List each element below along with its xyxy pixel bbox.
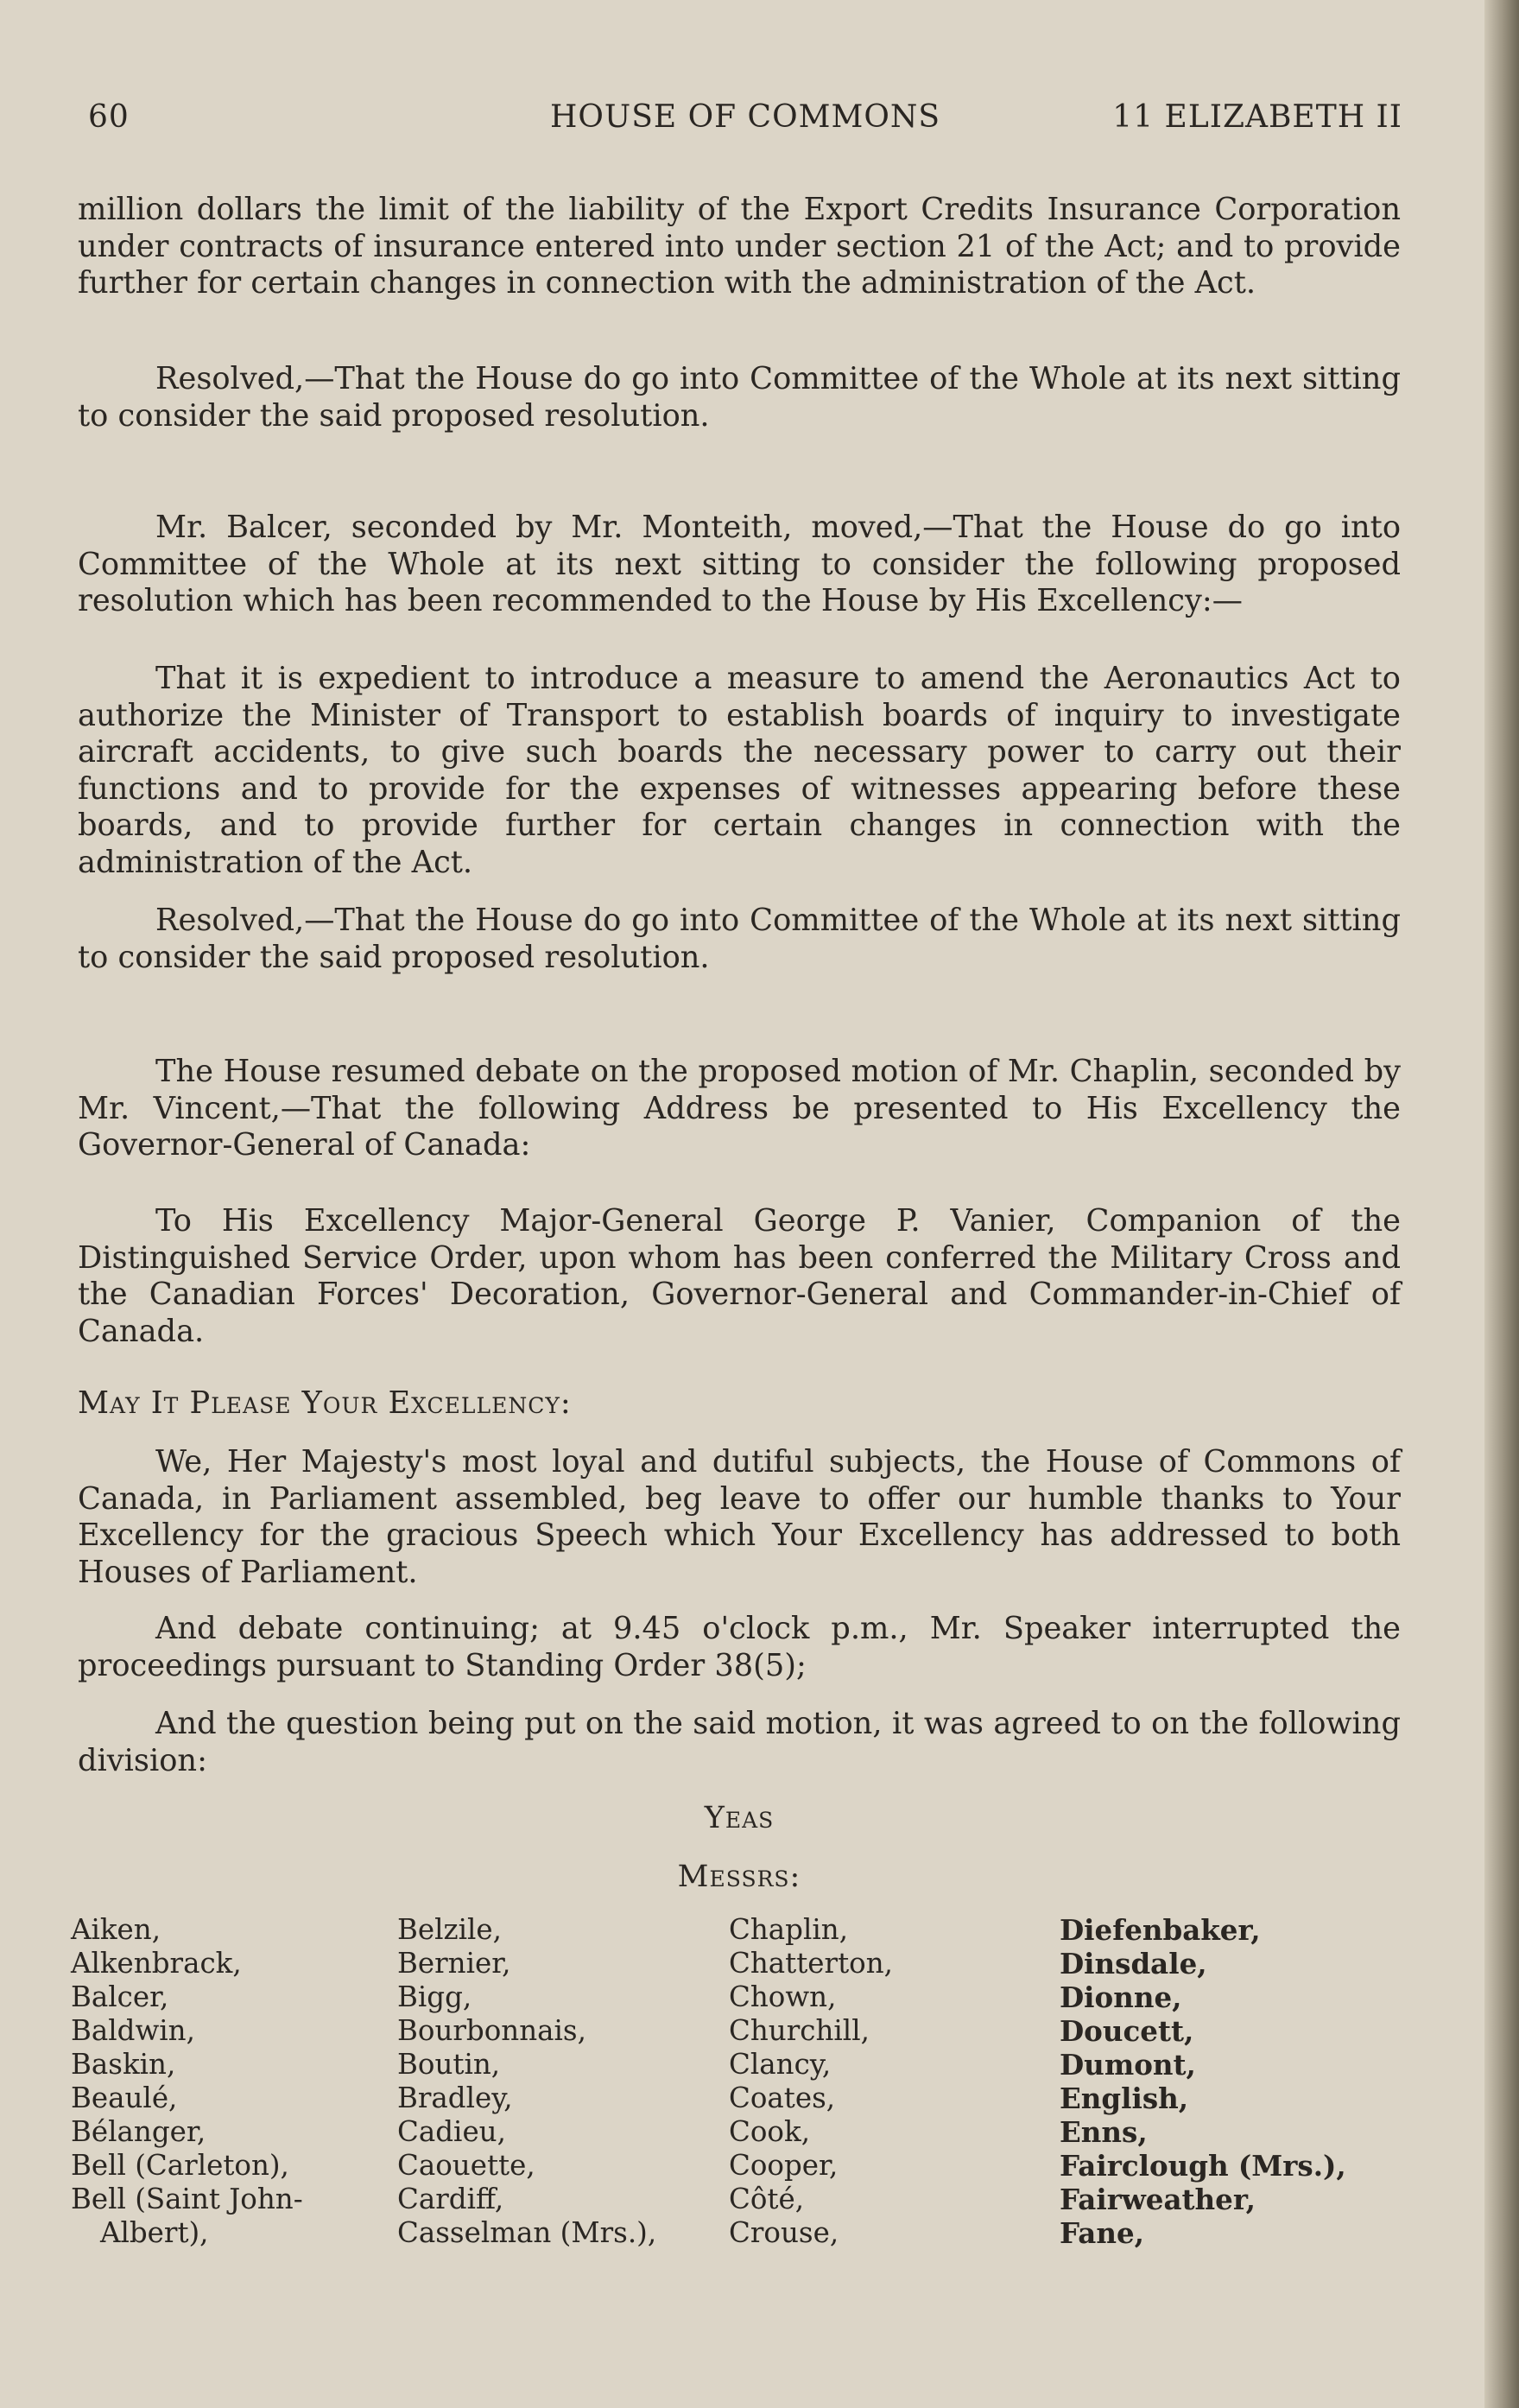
messrs-heading: Messrs: [677, 1860, 801, 1894]
member-name: Dionne, [1060, 1980, 1182, 2014]
paragraph-text: We, Her Majesty's most loyal and dutiful subjects, the House of Commons of Canada, in Parliament assembled, beg leave to offer our humble thanks to Your Excellency for the gracious Speech which Your Excellency has addressed to both Houses of Parliament. [78, 1444, 1401, 1590]
member-name: Clancy, [729, 2048, 832, 2081]
member-name: Bernier, [397, 1947, 511, 1980]
member-name: Coates, [729, 2082, 836, 2114]
member-name: Dumont, [1060, 2048, 1196, 2082]
journal-title: HOUSE OF COMMONS [549, 99, 941, 135]
member-name: Crouse, [729, 2216, 839, 2249]
paragraph-loyal-subjects [78, 1444, 1401, 1591]
book-binding-edge [1484, 0, 1519, 2408]
member-name: Bell (Carleton), [71, 2149, 289, 2182]
name-column-2 [397, 1913, 725, 2250]
paragraph-aeronautics-resolution [78, 661, 1401, 881]
member-name: Fairweather, [1060, 2183, 1256, 2216]
member-name: Boutin, [397, 2048, 501, 2081]
member-name: Bigg, [397, 1980, 472, 2013]
member-name: Cook, [729, 2115, 811, 2148]
paragraph-address-to-governor [78, 1203, 1401, 1350]
paragraph-text: Mr. Balcer, seconded by Mr. Monteith, moved,—That the House do go into Committee of the Whole at its next sitting to consider the following proposed resolution which has been recommended to the House by His Excellency:— [78, 510, 1401, 618]
paragraph-continued-resolution [78, 192, 1401, 302]
member-name: Balcer, [71, 1980, 169, 2013]
member-name: Côté, [729, 2183, 805, 2215]
member-name: Churchill, [729, 2014, 870, 2047]
name-column-4 [1060, 1913, 1388, 2250]
member-name: Alkenbrack, [71, 1947, 242, 1980]
member-name: Baldwin, [71, 2014, 195, 2047]
member-name: Bell (Saint John- [71, 2183, 303, 2215]
member-name: Cardiff, [397, 2183, 504, 2215]
salutation [78, 1385, 1401, 1423]
paragraph-resolved-1 [78, 361, 1401, 434]
member-name: Cooper, [729, 2149, 839, 2182]
paragraph-text: That it is expedient to introduce a measure to amend the Aeronautics Act to authorize the Minister of Transport to establish boards of inquiry to investigate aircraft accidents, to give such boards the necessary power to carry out their functions and to provide for the expenses of witnesses appearing before these boards, and to provide further for certain changes in connection with the administration of the Act. [78, 661, 1401, 880]
member-name: Fairclough (Mrs.), [1060, 2149, 1346, 2183]
paragraph-question-put [78, 1706, 1401, 1779]
name-column-3 [729, 1913, 1057, 2250]
member-name: English, [1060, 2082, 1189, 2115]
member-name: Chown, [729, 1980, 837, 2013]
paragraph-text: million dollars the limit of the liability of the Export Credits Insurance Corporation under contracts of insurance entered into under section 21 of the Act; and to provide further for certain changes in connection with the administration of the Act. [78, 192, 1401, 301]
paragraph-balcer-motion [78, 510, 1401, 620]
member-name: Fane, [1060, 2216, 1144, 2250]
salutation-text: May It Please Your Excellency: [78, 1385, 572, 1421]
member-name: Chatterton, [729, 1947, 893, 1980]
paragraph-text: Resolved,—That the House do go into Committee of the Whole at its next sitting to consider the said proposed resolution. [78, 361, 1401, 434]
member-name: Beaulé, [71, 2082, 178, 2114]
paragraph-debate-continuing [78, 1611, 1401, 1684]
paragraph-text: And the question being put on the said motion, it was agreed to on the following division: [78, 1706, 1401, 1778]
paragraph-resolved-2 [78, 903, 1401, 976]
regnal-year: 11 ELIZABETH II [1112, 99, 1402, 135]
member-name: Bradley, [397, 2082, 513, 2114]
member-name: Enns, [1060, 2115, 1148, 2149]
member-name: Baskin, [71, 2048, 176, 2081]
yeas-heading: Yeas [704, 1801, 775, 1835]
paragraph-text: And debate continuing; at 9.45 o'clock p.m., Mr. Speaker interrupted the proceedings pursuant to Standing Order 38(5); [78, 1611, 1401, 1683]
running-header [88, 99, 1402, 143]
member-name: Chaplin, [729, 1913, 849, 1946]
member-name: Belzile, [397, 1913, 502, 1946]
member-name: Caouette, [397, 2149, 535, 2182]
paragraph-text: The House resumed debate on the proposed motion of Mr. Chaplin, seconded by Mr. Vincent,—That the following Address be presented to His Excellency the Governor-General of Canada: [78, 1054, 1401, 1163]
member-name-continued: Albert), [100, 2216, 209, 2249]
page-number: 60 [88, 99, 130, 135]
member-name: Cadieu, [397, 2115, 506, 2148]
member-name: Bélanger, [71, 2115, 206, 2148]
division-name-list [71, 1913, 1418, 2259]
name-column-1 [71, 1913, 399, 2250]
member-name: Aiken, [71, 1913, 161, 1946]
member-name: Casselman (Mrs.), [397, 2216, 657, 2249]
member-name: Doucett, [1060, 2014, 1194, 2048]
paragraph-text: Resolved,—That the House do go into Committee of the Whole at its next sitting to consider the said proposed resolution. [78, 903, 1401, 975]
member-name: Diefenbaker, [1060, 1913, 1261, 1947]
paragraph-debate-resumed [78, 1054, 1401, 1164]
paragraph-text: To His Excellency Major-General George P. Vanier, Companion of the Distinguished Service Order, upon whom has been conferred the Military Cross and the Canadian Forces' Decoration, Governor-General and Commander-in-Chief of Canada. [78, 1203, 1401, 1349]
member-name: Dinsdale, [1060, 1947, 1207, 1980]
member-name: Bourbonnais, [397, 2014, 586, 2047]
